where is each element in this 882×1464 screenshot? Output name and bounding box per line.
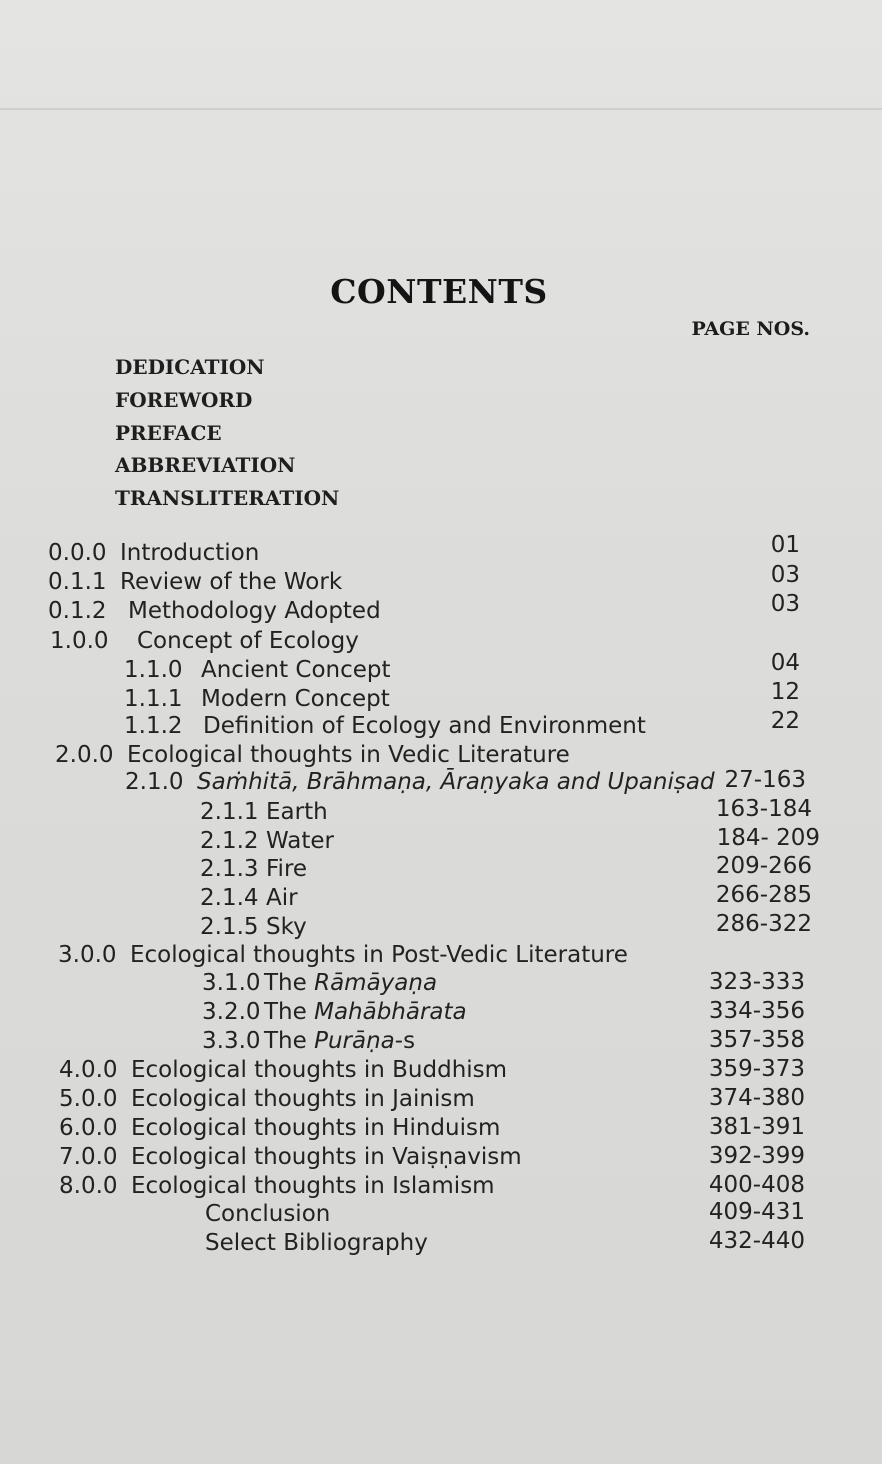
entry-number: 1.0.0	[50, 628, 109, 654]
toc-entry	[0, 562, 882, 597]
front-matter-item: PREFACE	[115, 421, 222, 445]
entry-number: 1.1.0	[124, 657, 183, 683]
entry-label: Definition of Ecology and Environment	[203, 713, 646, 739]
entry-label: Ecological thoughts in Vedic Literature	[127, 742, 570, 768]
entry-number: 3.1.0	[202, 970, 261, 996]
entry-label: Earth	[266, 799, 328, 825]
entry-label: Ecological thoughts in Post-Vedic Literature	[130, 942, 628, 968]
entry-pages: 04	[770, 650, 800, 676]
entry-pages: 27-163	[724, 767, 806, 793]
entry-number: 3.0.0	[58, 942, 117, 968]
entry-pages: 22	[770, 708, 800, 734]
entry-number: 2.1.1	[200, 799, 259, 825]
toc-entry	[0, 1142, 882, 1172]
entry-label: Ecological thoughts in Vaiṣṇavism	[131, 1144, 522, 1170]
toc-entry	[0, 1026, 882, 1056]
entry-number: 3.3.0	[202, 1028, 261, 1054]
entry-number: 7.0.0	[59, 1144, 118, 1170]
toc-entry	[0, 679, 882, 714]
entry-label: Ancient Concept	[201, 657, 391, 683]
toc-entry	[0, 650, 882, 685]
entry-label: Methodology Adopted	[128, 598, 381, 624]
entry-label: Saṁhitā, Brāhmaṇa, Āraṇyaka and Upaniṣad	[197, 769, 715, 795]
entry-number: 2.1.0	[125, 769, 184, 795]
entry-pages: 209-266	[715, 853, 812, 879]
toc-entry	[0, 1084, 882, 1114]
entry-pages: 323-333	[708, 969, 805, 995]
toc-entry	[0, 1228, 882, 1258]
entry-pages: 03	[770, 562, 800, 588]
entry-pages: 374-380	[708, 1085, 805, 1111]
entry-pages: 03	[770, 591, 800, 617]
entry-label: The Rāmāyaṇa	[264, 970, 438, 996]
entry-pages: 409-431	[708, 1199, 805, 1225]
toc-entry	[0, 940, 882, 970]
contents-heading: CONTENTS	[330, 272, 548, 311]
entry-pages: 12	[770, 679, 800, 705]
entry-label: Ecological thoughts in Buddhism	[131, 1057, 508, 1083]
entry-label: Ecological thoughts in Hinduism	[131, 1115, 501, 1141]
entry-label: Ecological thoughts in Islamism	[131, 1173, 495, 1199]
entry-number: 2.0.0	[55, 742, 114, 768]
entry-pages: 01	[770, 532, 800, 558]
toc-entry	[0, 626, 882, 656]
toc-entry	[0, 767, 882, 797]
entry-number: 3.2.0	[202, 999, 261, 1025]
entry-number: 2.1.5	[200, 914, 259, 940]
entry-number: 2.1.4	[200, 885, 259, 911]
entry-label: The Mahābhārata	[264, 999, 467, 1025]
entry-number: 8.0.0	[59, 1173, 118, 1199]
entry-number: 1.1.1	[124, 686, 183, 712]
entry-pages: 357-358	[708, 1027, 805, 1053]
toc-entry	[0, 1199, 882, 1229]
entry-pages: 286-322	[715, 911, 812, 937]
toc-entry	[0, 591, 882, 626]
entry-label: Review of the Work	[120, 569, 343, 595]
page-edge-line	[0, 108, 882, 110]
entry-label: Introduction	[120, 540, 260, 566]
entry-number: 2.1.3	[200, 856, 259, 882]
entry-pages: 359-373	[708, 1056, 805, 1082]
front-matter-item: ABBREVIATION	[115, 453, 296, 477]
entry-number: 4.0.0	[59, 1057, 118, 1083]
entry-label: Sky	[266, 914, 307, 940]
entry-label: Modern Concept	[201, 686, 390, 712]
toc-entry	[0, 708, 882, 741]
toc-entry	[0, 1113, 882, 1143]
entry-label: Fire	[266, 856, 308, 882]
entry-pages: 392-399	[708, 1143, 805, 1169]
entry-label: Air	[266, 885, 298, 911]
entry-label: The Purāṇa-s	[264, 1028, 416, 1054]
entry-pages: 432-440	[708, 1228, 805, 1254]
entry-number: 1.1.2	[124, 713, 183, 739]
entry-label: Water	[266, 828, 334, 854]
toc-entry	[0, 1055, 882, 1085]
entry-pages: 334-356	[708, 998, 805, 1024]
entry-number: 0.1.1	[48, 569, 107, 595]
front-matter-item: FOREWORD	[115, 388, 253, 412]
toc-entry	[0, 912, 882, 942]
entry-pages: 266-285	[715, 882, 812, 908]
page-nos-label: PAGE NOS.	[691, 318, 810, 340]
toc-entry	[0, 997, 882, 1027]
entry-label: Ecological thoughts in Jainism	[131, 1086, 475, 1112]
toc-entry	[0, 968, 882, 998]
entry-label: Select Bibliography	[205, 1230, 428, 1256]
toc-entry	[0, 532, 882, 568]
entry-label: Concept of Ecology	[137, 628, 359, 654]
entry-number: 5.0.0	[59, 1086, 118, 1112]
entry-number: 6.0.0	[59, 1115, 118, 1141]
front-matter-item: DEDICATION	[115, 355, 265, 379]
entry-number: 0.0.0	[48, 540, 107, 566]
entry-pages: 163-184	[715, 796, 812, 822]
entry-pages: 400-408	[708, 1172, 805, 1198]
entry-pages: 184- 209	[716, 825, 820, 851]
entry-number: 2.1.2	[200, 828, 259, 854]
entry-pages: 381-391	[708, 1114, 805, 1140]
entry-number: 0.1.2	[48, 598, 107, 624]
entry-label: Conclusion	[205, 1201, 331, 1227]
front-matter-item: TRANSLITERATION	[115, 486, 340, 510]
